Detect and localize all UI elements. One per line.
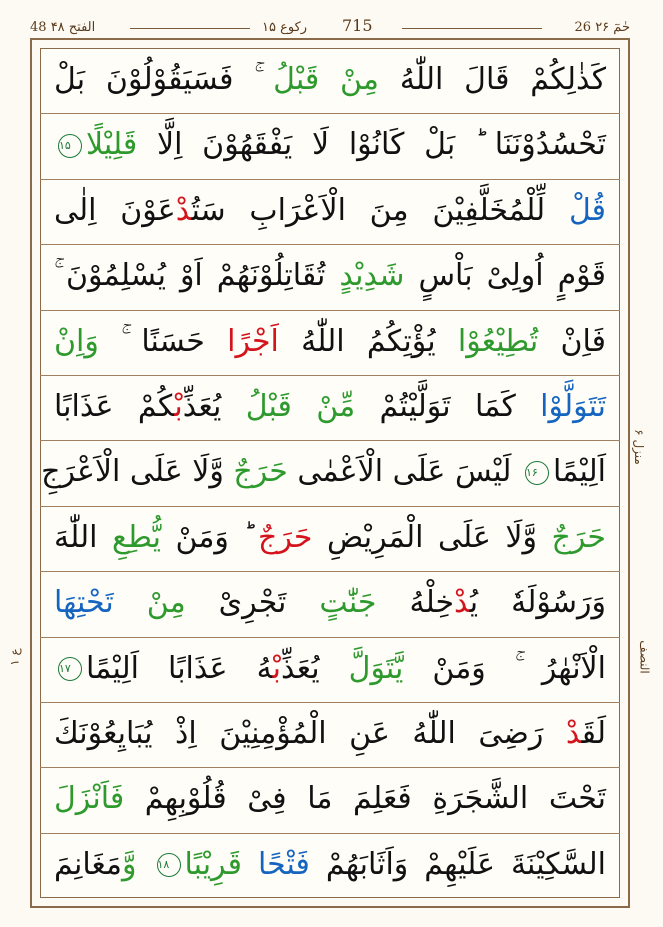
text-segment: كَمَا تَوَلَّيْتُمْ xyxy=(355,389,541,424)
text-segment: تَحْتَ الشَّجَرَةِ فَعَلِمَ مَا فِىْ قُلُوْبِهِمْ xyxy=(124,781,606,817)
text-line xyxy=(40,180,620,245)
text-segment: تُطِيْعُوْا xyxy=(457,323,539,359)
text-segment: وَاِنْ xyxy=(54,323,99,359)
text-line xyxy=(40,507,620,572)
text-line xyxy=(40,376,620,441)
page-number: 715 xyxy=(342,16,373,35)
text-segment: دْ xyxy=(175,192,192,228)
text-segment: بْ xyxy=(272,650,282,686)
text-segment: رَضِىَ اللّٰهُ عَنِ الْمُؤْمِنِيْنَ اِذْ يُبَايِعُوْنَكَ xyxy=(54,716,566,751)
text-segment: فَاِنْ xyxy=(538,323,606,359)
text-segment: هُ عَذَابًا اَلِيْمًا xyxy=(86,650,273,686)
text-segment: قُلْ xyxy=(568,192,606,228)
text-segment: ۚ فَسَيَقُوْلُوْنَ بَلْ xyxy=(54,62,274,97)
text-line xyxy=(40,638,620,703)
text-segment: يُّطِعِ xyxy=(112,519,161,555)
text-segment: بْ xyxy=(174,389,183,424)
text-segment: قَوْمٍ اُولِىْ بَاْسٍ xyxy=(404,258,606,294)
text-line xyxy=(40,703,620,768)
text-segment: جَنّٰتٍ xyxy=(319,585,377,621)
header-rule-left xyxy=(130,28,250,29)
text-segment: فَاَنْزَلَ xyxy=(54,781,125,817)
text-segment: لِّلْمُخَلَّفِيْنَ مِنَ الْاَعْرَابِ سَتُ xyxy=(191,192,569,228)
text-segment: تَحْتِهَا xyxy=(54,585,147,621)
text-segment: وَّلَا عَلَى الْمَرِيْضِ xyxy=(312,519,552,555)
text-segment: كَذٰلِكُمْ قَالَ اللّٰهُ xyxy=(378,62,606,97)
text-segment: لَقَ xyxy=(581,716,606,751)
surah-label: 48 الفتح ۴۸ xyxy=(30,20,96,35)
text-segment: وَرَسُوْلَهٗ يُ xyxy=(469,585,606,621)
ayah-number-marker: ۱۷ xyxy=(58,657,82,681)
text-segment: ؕ وَمَنْ xyxy=(160,519,258,555)
text-segment: اَلِيْمًا xyxy=(552,454,606,490)
text-segment: مِّنْ قَبْلُ xyxy=(245,389,356,424)
text-segment: خِلْهُ xyxy=(376,585,455,621)
ayah-number-marker: ۱۶ xyxy=(525,461,549,485)
text-segment: حَرَجٌ xyxy=(551,519,606,555)
text-segment xyxy=(137,847,153,882)
text-segment: الْاَنْهٰرُ ۚ وَمَنْ xyxy=(403,650,606,686)
text-line xyxy=(40,572,620,637)
text-segment: مِنْ قَبْلُ xyxy=(273,62,379,97)
ruku-label: رکوع ۱۵ xyxy=(262,20,308,35)
manzil-label: منزل ۶ xyxy=(632,429,647,465)
ayah-number-marker: ۱۸ xyxy=(157,853,181,877)
text-segment: دْ xyxy=(454,585,470,621)
text-segment: اللّٰهَ xyxy=(54,519,113,555)
text-line xyxy=(40,49,620,114)
header-rule-right xyxy=(402,28,542,29)
text-line xyxy=(40,311,620,376)
text-segment: مَغَانِمَ xyxy=(54,846,122,882)
text-segment: حَسَنًا ۚ xyxy=(98,323,228,359)
text-segment: قَرِيْبًا xyxy=(184,846,258,882)
text-line xyxy=(40,245,620,310)
text-segment: وَّلَا عَلَى الْاَعْرَجِ xyxy=(41,454,234,490)
text-line xyxy=(40,114,620,179)
text-segment: السَّكِيْنَةَ عَلَيْهِمْ وَاَثَابَهُمْ xyxy=(309,846,606,882)
page-header xyxy=(30,16,630,40)
text-segment: اَجْرًا xyxy=(227,323,279,359)
text-segment: تُقَاتِلُوْنَهُمْ اَوْ يُسْلِمُوْنَ ۚ xyxy=(54,258,340,294)
text-segment: يُعَذِّ xyxy=(281,650,349,686)
text-segment: قَلِيْلًا xyxy=(86,127,138,163)
text-segment: يَّتَوَلَّ xyxy=(348,650,404,686)
ain-label: ع ۱ xyxy=(7,648,22,666)
text-segment: حَرَجٌ xyxy=(233,454,288,490)
text-segment: مِنْ xyxy=(146,585,186,621)
text-segment: دْ xyxy=(565,716,582,751)
nisf-label: النصف xyxy=(637,640,652,674)
text-segment: تَجْرِىْ xyxy=(185,585,320,621)
text-segment: وَّ xyxy=(122,846,137,882)
text-segment: عَوْنَ اِلٰى xyxy=(54,192,176,228)
text-segment: يُعَذِّ xyxy=(182,389,246,424)
text-segment: تَتَوَلَّوْا xyxy=(540,389,607,424)
text-segment: حَرَجٌ xyxy=(257,519,313,555)
text-segment: شَدِيْدٍ xyxy=(339,258,405,294)
text-segment: تَحْسُدُوْنَنَا ؕ بَلْ كَانُوْا لَا يَفْقَهُوْنَ اِلَّا xyxy=(137,127,606,163)
text-line xyxy=(40,834,620,899)
text-segment: لَيْسَ عَلَى الْاَعْمٰى xyxy=(287,454,521,490)
text-segment: فَتْحًا xyxy=(257,846,310,882)
text-line xyxy=(40,441,620,506)
ayah-number-marker: ۱۵ xyxy=(58,134,82,158)
text-segment: يُؤْتِكُمُ اللّٰهُ xyxy=(278,323,458,359)
text-line xyxy=(40,768,620,833)
juz-label: 26 حٰمٓ ۲۶ xyxy=(574,20,630,35)
text-segment: كُمْ عَذَابًا xyxy=(54,389,175,424)
